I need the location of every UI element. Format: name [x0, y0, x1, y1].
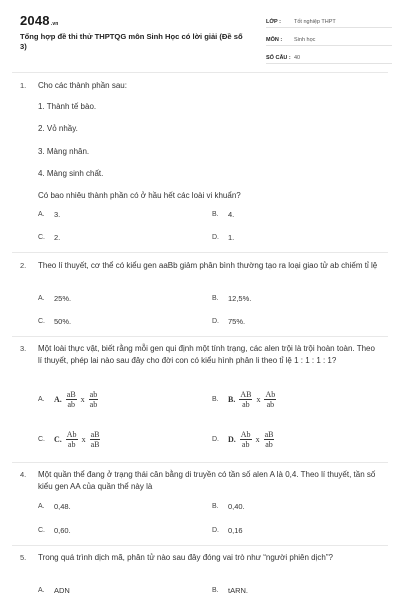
question-text: Một quần thể đang ở trạng thái cân bằng di truyền có tần số alen A là 0,4. Theo lí thuyết, tần số kiểu gen AA của quần thể này là	[38, 470, 376, 491]
answer-option[interactable]	[212, 317, 245, 326]
fraction-numerator: Ab	[265, 390, 276, 399]
option-letter: C.	[38, 234, 45, 241]
option-text: 25%.	[54, 294, 72, 303]
meta-label: LỚP :	[266, 19, 281, 25]
option-text: 75%.	[228, 317, 246, 326]
option-text: 2.	[54, 233, 61, 242]
question-5	[20, 552, 380, 564]
question-text: Trong quá trình dịch mã, phân tử nào sau đây đóng vai trò như “người phiên dịch”?	[38, 553, 333, 562]
question-text: Cho các thành phần sau:	[38, 81, 127, 90]
meta-label: SỐ CÂU :	[266, 55, 291, 61]
answer-option[interactable]	[38, 586, 70, 595]
fraction-numerator: AB	[240, 390, 252, 399]
fraction-numerator: aB	[264, 430, 274, 439]
genotype-fraction	[66, 390, 77, 409]
question-text: Một loài thực vật, biết rằng mỗi gen qui định một tính trạng, các alen trội là trội hoàn toàn. Theo lí thuyết, phép lai nào sau đây cho đời con có kiểu hình phân li theo tỉ lệ 1 : 1 : 1 : 1?	[38, 344, 375, 365]
option-text: 0,48.	[54, 502, 71, 511]
question-number: 2.	[20, 261, 27, 270]
divider	[12, 462, 388, 463]
divider	[12, 336, 388, 337]
question-line: 2. Vỏ nhầy.	[38, 124, 78, 133]
fraction-denominator: ab	[266, 400, 275, 409]
genotype-fraction	[90, 430, 101, 449]
option-text: 50%.	[54, 317, 72, 326]
option-letter: A.	[38, 503, 45, 510]
question-1	[20, 80, 380, 92]
meta-row-class	[266, 14, 392, 28]
option-letter: B.	[212, 295, 219, 302]
meta-value: Tốt nghiệp THPT	[294, 19, 336, 25]
brand-name: 2048	[20, 13, 50, 28]
question-4	[20, 469, 380, 493]
cross-symbol: x	[81, 435, 86, 444]
brand-suffix: .vn	[50, 21, 59, 27]
option-text: 0,40.	[228, 502, 245, 511]
fraction-denominator: ab	[241, 440, 250, 449]
option-letter: C.	[38, 436, 45, 443]
document-header	[12, 0, 388, 62]
divider	[12, 545, 388, 546]
option-letter: B.	[212, 396, 219, 403]
answer-option[interactable]	[212, 294, 251, 303]
divider	[12, 252, 388, 253]
option-letter: D.	[212, 318, 219, 325]
meta-row-count	[266, 50, 392, 64]
answer-option[interactable]	[38, 502, 71, 511]
option-text: 1.	[228, 233, 235, 242]
fraction-denominator: ab	[265, 440, 273, 449]
genotype-fraction	[264, 390, 276, 409]
question-line: 3. Màng nhân.	[38, 147, 90, 156]
answer-option[interactable]	[212, 502, 245, 511]
option-text: 0,16	[228, 526, 243, 535]
answer-option[interactable]	[212, 390, 278, 409]
meta-value: Sinh học	[294, 37, 316, 43]
answer-option[interactable]	[212, 210, 234, 219]
answer-option[interactable]	[212, 586, 248, 595]
fraction-numerator: Ab	[66, 430, 77, 439]
answer-option[interactable]	[38, 210, 60, 219]
cross-symbol: x	[255, 435, 260, 444]
fraction-denominator: ab	[242, 400, 250, 409]
option-letter: A.	[38, 396, 45, 403]
option-letter: A.	[38, 295, 45, 302]
option-letter: C.	[38, 527, 45, 534]
meta-value: 40	[294, 55, 301, 61]
option-text: 4.	[228, 210, 235, 219]
question-number: 1.	[20, 81, 27, 90]
option-letter: B.	[212, 503, 219, 510]
divider	[12, 72, 388, 73]
answer-option[interactable]	[212, 430, 276, 449]
answer-option[interactable]	[38, 233, 60, 242]
option-letter: B.	[212, 587, 219, 594]
genotype-fraction	[240, 430, 252, 449]
option-text: tARN.	[228, 586, 249, 595]
question-text: Theo lí thuyết, cơ thể có kiểu gen aaBb giảm phân bình thường tạo ra loại giao tử ab chiếm tỉ lệ	[38, 261, 378, 270]
fraction-numerator: ab	[89, 390, 98, 399]
option-text: ADN	[54, 586, 70, 595]
fraction-denominator: ab	[67, 400, 75, 409]
fraction-numerator: aB	[90, 430, 100, 439]
genotype-fraction	[239, 390, 252, 409]
fraction-numerator: Ab	[240, 430, 251, 439]
fraction-denominator: aB	[90, 440, 100, 449]
question-number: 5.	[20, 553, 27, 562]
question-line: Có bao nhiêu thành phần có ở hầu hết các loài vi khuẩn?	[38, 191, 241, 200]
option-letter: D.	[212, 527, 219, 534]
meta-label: MÔN :	[266, 37, 283, 43]
question-number: 4.	[20, 470, 27, 479]
question-line: 1. Thành tế bào.	[38, 102, 97, 111]
option-letter: A.	[38, 587, 45, 594]
option-text: 3.	[54, 210, 61, 219]
answer-option[interactable]	[38, 294, 71, 303]
document-title: Tổng hợp đề thi thử THPTQG môn Sinh Học có lời giải (Đề số 3)	[20, 32, 243, 51]
option-text: 0,60.	[54, 526, 71, 535]
option-letter: C.	[38, 318, 45, 325]
cross-symbol: x	[80, 395, 85, 404]
fraction-denominator: ab	[89, 400, 98, 409]
option-letter: D.	[212, 436, 219, 443]
option-letter: B.	[212, 211, 219, 218]
answer-option[interactable]	[212, 233, 234, 242]
option-label: A.	[54, 395, 62, 404]
answer-option[interactable]	[38, 430, 102, 449]
option-letter: A.	[38, 211, 45, 218]
cross-symbol: x	[256, 395, 261, 404]
question-number: 3.	[20, 344, 27, 353]
question-3	[20, 343, 380, 367]
answer-option[interactable]	[38, 317, 71, 326]
genotype-fraction	[264, 430, 275, 449]
fraction-numerator: aB	[66, 390, 76, 399]
answer-option[interactable]	[38, 526, 71, 535]
option-text: 12,5%.	[228, 294, 252, 303]
document-meta	[266, 14, 392, 68]
fraction-denominator: ab	[67, 440, 76, 449]
answer-option[interactable]	[212, 526, 243, 535]
answer-option[interactable]	[38, 390, 100, 409]
meta-row-subject	[266, 32, 392, 46]
option-label: B.	[228, 395, 236, 404]
genotype-fraction	[66, 430, 78, 449]
genotype-fraction	[89, 390, 99, 409]
question-line: 4. Màng sinh chất.	[38, 169, 104, 178]
option-label: D.	[228, 435, 236, 444]
brand-logo[interactable]	[20, 13, 59, 28]
question-2	[20, 260, 380, 272]
option-label: C.	[54, 435, 62, 444]
option-letter: D.	[212, 234, 219, 241]
